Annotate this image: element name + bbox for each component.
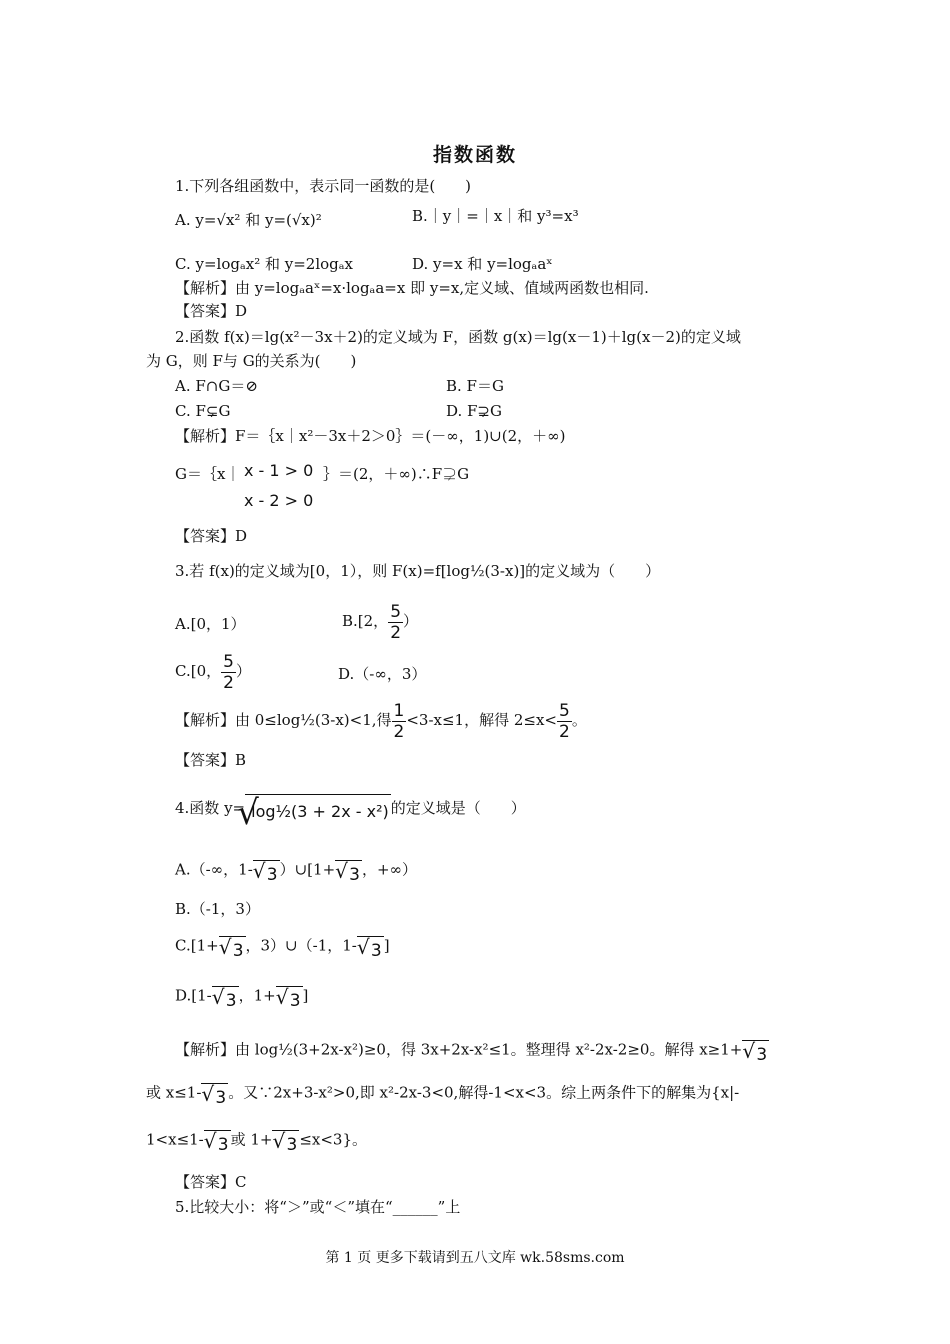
q4-stem-prefix: 4.函数 y= bbox=[175, 799, 246, 817]
q1-option-a: A. y=√x² 和 y=(√x)² bbox=[175, 211, 322, 229]
q1-option-b: B.｜y｜=｜x｜和 y³=x³ bbox=[412, 207, 579, 225]
page-footer: 第 1 页 更多下载请到五八文库 wk.58sms.com bbox=[325, 1250, 625, 1266]
root-value: 3 bbox=[215, 1088, 227, 1108]
radical-sign-icon: √ bbox=[203, 1129, 217, 1153]
q2-system-line2: x - 2 > 0 bbox=[244, 491, 314, 510]
q4-option-b: B.（-1，3） bbox=[175, 900, 260, 918]
q4-answer: 【答案】C bbox=[175, 1173, 247, 1191]
q4-option-c-part2: ，3）∪（-1，1- bbox=[245, 936, 357, 955]
q3-analysis-part1: 【解析】由 0≤log½(3-x)<1,得 bbox=[175, 711, 392, 729]
q4-stem bbox=[175, 788, 526, 833]
fraction-numerator: 1 bbox=[393, 700, 405, 721]
radical-sign-icon: √ bbox=[211, 985, 225, 1009]
q3-analysis-part2: <3-x≤1，解得 2≤x< bbox=[406, 711, 558, 729]
q4-option-d-part1: D.[1- bbox=[175, 986, 212, 1005]
q3-option-c bbox=[175, 650, 251, 693]
q2-analysis-g-prefix: G＝｛x｜ bbox=[175, 465, 241, 483]
sqrt-three bbox=[219, 936, 246, 965]
q4-option-d bbox=[175, 978, 308, 1015]
q3-option-a: A.[0，1） bbox=[175, 615, 246, 633]
fraction-denominator: 2 bbox=[223, 672, 234, 693]
radical-sign-icon: √ bbox=[201, 1082, 215, 1106]
q2-option-d: D. F⊋G bbox=[446, 402, 502, 420]
q4-analysis-line2-part2: 。又∵2x+3-x²>0,即 x²-2x-3<0,解得-1<x<3。综上两条件下的解集为{x|- bbox=[228, 1083, 740, 1102]
sqrt-three bbox=[212, 986, 239, 1015]
q4-radicand: log½(3 + 2x - x²) bbox=[251, 801, 389, 821]
radical-sign-icon: √ bbox=[237, 792, 259, 833]
fraction-numerator: 5 bbox=[223, 651, 234, 672]
q2-system-line1: x - 1 > 0 bbox=[244, 461, 314, 480]
q3-analysis-part3: 。 bbox=[571, 711, 587, 729]
q3-analysis bbox=[175, 698, 587, 742]
five-halves-fraction bbox=[221, 652, 236, 693]
root-value: 3 bbox=[289, 991, 301, 1011]
sqrt-three bbox=[204, 1130, 231, 1159]
q1-analysis: 【解析】由 y=logₐaˣ=x·logₐa=x 即 y=x,定义域、值域两函数也相同. bbox=[175, 279, 649, 297]
q2-stem-line2: 为 G，则 F与 G的关系为( ) bbox=[146, 352, 357, 370]
root-value: 3 bbox=[286, 1135, 298, 1155]
fraction-numerator: 5 bbox=[559, 700, 570, 721]
sqrt-three bbox=[253, 860, 280, 889]
q4-analysis-line2 bbox=[146, 1075, 739, 1112]
q3-option-d: D.（-∞，3） bbox=[338, 665, 427, 683]
q4-option-a-part3: ，+∞） bbox=[361, 860, 418, 879]
q3-answer: 【答案】B bbox=[175, 751, 247, 769]
root-value: 3 bbox=[225, 991, 237, 1011]
q4-option-a-part1: A.（-∞，1- bbox=[175, 860, 253, 879]
sqrt-three bbox=[272, 1130, 299, 1159]
q3-stem: 3.若 f(x)的定义域为[0，1），则 F(x)=f[log½(3-x)]的定义域为（ ） bbox=[175, 562, 661, 580]
q4-analysis-line3-part2: 或 1+ bbox=[230, 1130, 273, 1149]
q3-option-b-prefix: B.[2， bbox=[342, 612, 389, 630]
fraction-denominator: 2 bbox=[390, 622, 402, 643]
q4-option-a-part2: ）∪[1+ bbox=[279, 860, 336, 879]
root-value: 3 bbox=[370, 941, 382, 961]
q4-option-d-part3: ] bbox=[302, 986, 309, 1005]
q1-option-d: D. y=x 和 y=logₐaˣ bbox=[412, 255, 553, 273]
q3-option-c-suffix: ） bbox=[235, 662, 251, 680]
q1-option-c: C. y=logₐx² 和 y=2logₐx bbox=[175, 255, 354, 273]
q4-option-c bbox=[175, 928, 390, 965]
q1-answer: 【答案】D bbox=[175, 302, 248, 320]
five-halves-fraction bbox=[557, 701, 572, 742]
sqrt-three bbox=[276, 986, 303, 1015]
q3-option-c-prefix: C.[0， bbox=[175, 662, 222, 680]
root-value: 3 bbox=[266, 865, 278, 885]
q2-answer: 【答案】D bbox=[175, 527, 248, 545]
q4-option-d-part2: ，1+ bbox=[238, 986, 276, 1005]
q2-analysis-g-suffix: ｝＝(2，＋∞)∴F⊋G bbox=[323, 465, 470, 483]
q5-stem: 5.比较大小：将“＞”或“＜”填在“______”上 bbox=[175, 1198, 461, 1216]
q4-analysis-line3-part1: 1<x≤1- bbox=[146, 1130, 204, 1149]
radical-sign-icon: √ bbox=[275, 985, 289, 1009]
one-half-fraction bbox=[392, 701, 407, 742]
radical-sign-icon: √ bbox=[335, 859, 348, 883]
sqrt-three bbox=[742, 1040, 769, 1069]
q2-option-c: C. F⊊G bbox=[175, 402, 231, 420]
root-value: 3 bbox=[349, 865, 360, 885]
q4-analysis-line3-part3: ≤x<3}。 bbox=[299, 1130, 367, 1149]
square-root-expression bbox=[237, 792, 391, 833]
sqrt-three bbox=[357, 936, 384, 965]
root-value: 3 bbox=[217, 1135, 229, 1155]
radical-sign-icon: √ bbox=[218, 935, 232, 959]
q1-stem: 1.下列各组函数中，表示同一函数的是( ) bbox=[175, 177, 472, 195]
q4-stem-suffix: 的定义域是（ ） bbox=[390, 799, 526, 817]
q2-analysis-line1: 【解析】F＝｛x｜x²－3x＋2＞0｝＝(－∞，1)∪(2，＋∞) bbox=[175, 427, 566, 445]
q4-analysis-line3 bbox=[146, 1122, 367, 1159]
sqrt-three bbox=[201, 1083, 228, 1112]
q4-option-a bbox=[175, 852, 417, 889]
q4-analysis-line1 bbox=[175, 1032, 769, 1069]
q3-option-b-suffix: ） bbox=[403, 612, 419, 630]
q2-stem-line1: 2.函数 f(x)＝lg(x²－3x＋2)的定义域为 F，函数 g(x)＝lg(x－1)＋lg(x－2)的定义域 bbox=[175, 328, 741, 346]
sqrt-three bbox=[335, 860, 362, 889]
page-title: 指数函数 bbox=[432, 144, 517, 166]
q4-analysis-line1-text: 【解析】由 log½(3+2x-x²)≥0，得 3x+2x-x²≤1。整理得 x²-2x-2≥0。解得 x≥1+ bbox=[175, 1040, 743, 1059]
fraction-denominator: 2 bbox=[559, 721, 570, 742]
fraction-numerator: 5 bbox=[390, 601, 402, 622]
q2-option-b: B. F＝G bbox=[446, 377, 504, 395]
radical-sign-icon: √ bbox=[742, 1039, 756, 1063]
radical-sign-icon: √ bbox=[356, 935, 370, 959]
radical-sign-icon: √ bbox=[272, 1129, 286, 1153]
root-value: 3 bbox=[232, 941, 244, 961]
q3-option-b bbox=[342, 600, 418, 643]
q4-option-c-part3: ] bbox=[383, 936, 390, 955]
q4-option-c-part1: C.[1+ bbox=[175, 936, 219, 955]
five-halves-fraction bbox=[388, 602, 403, 643]
radical-sign-icon: √ bbox=[252, 859, 266, 883]
q4-analysis-line2-part1: 或 x≤1- bbox=[146, 1083, 202, 1102]
root-value: 3 bbox=[756, 1045, 768, 1065]
fraction-denominator: 2 bbox=[393, 721, 405, 742]
q2-option-a: A. F∩G＝⊘ bbox=[175, 377, 258, 395]
